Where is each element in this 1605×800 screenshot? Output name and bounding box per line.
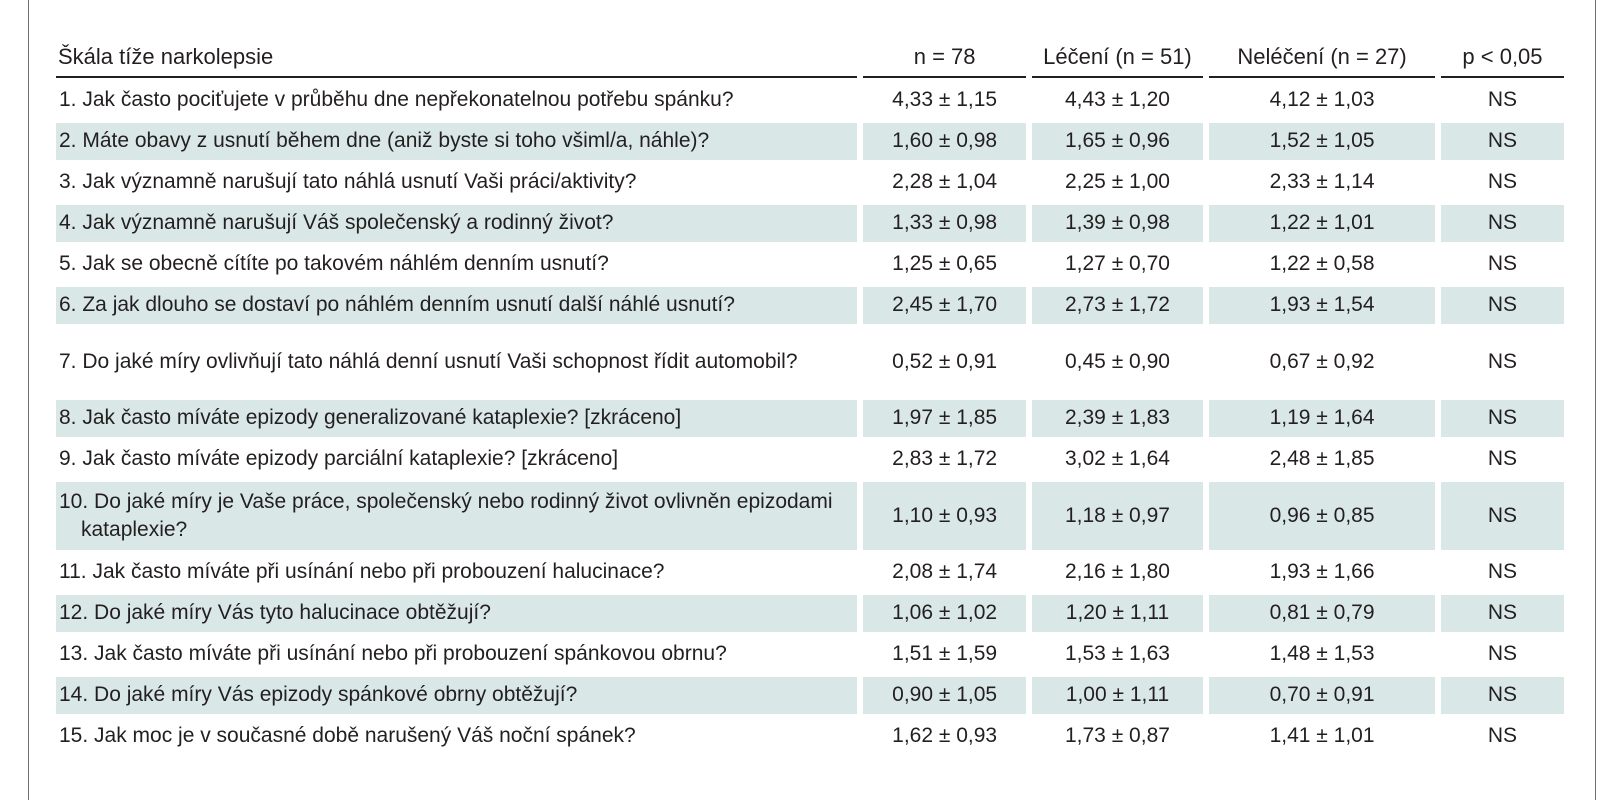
table-row (56, 482, 1564, 550)
treated-value-cell: 1,73 ± 0,87 (1064, 724, 1170, 748)
p-value-cell: NS (1441, 287, 1564, 324)
question-text: 7. Do jaké míry ovlivňují tato náhlá denní usnutí Vaši schopnost řídit automobil? (59, 349, 798, 373)
question-text: 15. Jak moc je v současné době narušený Váš noční spánek? (59, 724, 636, 748)
question-cell (56, 328, 857, 396)
treated-value-cell: 1,00 ± 1,11 (1032, 677, 1203, 714)
untreated-value-cell: 1,52 ± 1,05 (1209, 123, 1435, 160)
question-cell (56, 718, 857, 755)
question-text: 4. Jak významně narušují Váš společenský a rodinný život? (59, 211, 614, 235)
table-row (56, 554, 1564, 591)
table-body (56, 82, 1564, 755)
untreated-value-cell: 4,12 ± 1,03 (1269, 88, 1375, 112)
total-value-cell: 1,62 ± 0,93 (892, 724, 998, 748)
treated-value-cell: 3,02 ± 1,64 (1064, 447, 1170, 471)
table-row (56, 246, 1564, 283)
question-cell (56, 123, 857, 160)
untreated-value-cell: 2,48 ± 1,85 (1269, 447, 1375, 471)
narcolepsy-severity-table (50, 26, 1570, 759)
table-row (56, 328, 1564, 396)
total-value-cell: 4,33 ± 1,15 (892, 88, 998, 112)
question-text: 6. Za jak dlouho se dostaví po náhlém denním usnutí další náhlé usnutí? (59, 293, 735, 317)
question-cell (56, 441, 857, 478)
question-text: 1. Jak často pociťujete v průběhu dne nepřekonatelnou potřebu spánku? (59, 88, 734, 112)
untreated-value-cell: 1,48 ± 1,53 (1269, 642, 1375, 666)
p-value-cell: NS (1487, 560, 1518, 584)
question-text: 9. Jak často míváte epizody parciální kataplexie? [zkráceno] (59, 447, 619, 471)
total-value-cell: 1,51 ± 1,59 (892, 642, 998, 666)
treated-value-cell: 1,65 ± 0,96 (1032, 123, 1203, 160)
treated-value-cell: 4,43 ± 1,20 (1064, 88, 1170, 112)
header-scale: Škála tíže narkolepsie (56, 30, 857, 78)
treated-value-cell: 2,39 ± 1,83 (1032, 400, 1203, 437)
p-value-cell: NS (1487, 170, 1518, 194)
table-row (56, 123, 1564, 160)
treated-value-cell: 0,45 ± 0,90 (1064, 349, 1170, 373)
table-row (56, 400, 1564, 437)
table-row (56, 595, 1564, 632)
question-cell (56, 164, 857, 201)
untreated-value-cell: 1,93 ± 1,66 (1269, 560, 1375, 584)
question-text: 13. Jak často míváte při usínání nebo při probouzení spánkovou obrnu? (59, 642, 727, 666)
p-value-cell: NS (1487, 724, 1518, 748)
untreated-value-cell: 1,93 ± 1,54 (1209, 287, 1435, 324)
question-cell (56, 677, 857, 714)
untreated-value-cell: 0,70 ± 0,91 (1209, 677, 1435, 714)
total-value-cell: 2,28 ± 1,04 (892, 170, 998, 194)
total-value-cell: 0,52 ± 0,91 (892, 349, 998, 373)
table-row (56, 82, 1564, 119)
treated-value-cell: 2,73 ± 1,72 (1032, 287, 1203, 324)
untreated-value-cell: 1,19 ± 1,64 (1209, 400, 1435, 437)
untreated-value-cell: 1,22 ± 1,01 (1209, 205, 1435, 242)
treated-value-cell: 1,20 ± 1,11 (1032, 595, 1203, 632)
p-value-cell: NS (1487, 642, 1518, 666)
header-treated: Léčení (n = 51) (1032, 30, 1203, 78)
p-value-cell: NS (1441, 400, 1564, 437)
question-cell (56, 554, 857, 591)
p-value-cell: NS (1487, 447, 1518, 471)
table-row (56, 164, 1564, 201)
untreated-value-cell: 2,33 ± 1,14 (1269, 170, 1375, 194)
header-p-value: p < 0,05 (1441, 30, 1564, 78)
total-value-cell: 1,25 ± 0,65 (892, 252, 998, 276)
untreated-value-cell: 0,96 ± 0,85 (1209, 482, 1435, 550)
treated-value-cell: 1,53 ± 1,63 (1064, 642, 1170, 666)
p-value-cell: NS (1487, 88, 1518, 112)
header-total-n: n = 78 (863, 30, 1025, 78)
question-cell (56, 287, 857, 324)
total-value-cell: 1,97 ± 1,85 (863, 400, 1025, 437)
untreated-value-cell: 0,67 ± 0,92 (1269, 349, 1375, 373)
treated-value-cell: 2,25 ± 1,00 (1064, 170, 1170, 194)
untreated-value-cell: 1,22 ± 0,58 (1269, 252, 1375, 276)
question-cell (56, 595, 857, 632)
total-value-cell: 2,08 ± 1,74 (892, 560, 998, 584)
p-value-cell: NS (1487, 349, 1518, 373)
question-cell (56, 400, 857, 437)
question-text: 12. Do jaké míry Vás tyto halucinace obtěžují? (59, 601, 491, 625)
question-text: 14. Do jaké míry Vás epizody spánkové obrny obtěžují? (59, 683, 578, 707)
question-cell (56, 246, 857, 283)
treated-value-cell: 1,39 ± 0,98 (1032, 205, 1203, 242)
p-value-cell: NS (1441, 205, 1564, 242)
p-value-cell: NS (1441, 123, 1564, 160)
total-value-cell: 2,45 ± 1,70 (863, 287, 1025, 324)
question-text: 3. Jak významně narušují tato náhlá usnutí Vaši práci/aktivity? (59, 170, 637, 194)
treated-value-cell: 1,18 ± 0,97 (1032, 482, 1203, 550)
treated-value-cell: 1,27 ± 0,70 (1064, 252, 1170, 276)
table-row (56, 718, 1564, 755)
total-value-cell: 1,06 ± 1,02 (863, 595, 1025, 632)
table-row (56, 441, 1564, 478)
p-value-cell: NS (1441, 595, 1564, 632)
table-row (56, 287, 1564, 324)
total-value-cell: 1,10 ± 0,93 (863, 482, 1025, 550)
total-value-cell: 1,33 ± 0,98 (863, 205, 1025, 242)
untreated-value-cell: 1,41 ± 1,01 (1269, 724, 1375, 748)
question-cell (56, 205, 857, 242)
table-row (56, 677, 1564, 714)
header-row (56, 30, 1564, 78)
question-text: 11. Jak často míváte při usínání nebo při probouzení halucinace? (59, 560, 665, 584)
p-value-cell: NS (1441, 677, 1564, 714)
header-untreated: Neléčení (n = 27) (1209, 30, 1435, 78)
table-row (56, 205, 1564, 242)
question-cell (56, 636, 857, 673)
p-value-cell: NS (1487, 252, 1518, 276)
question-cell (56, 82, 857, 119)
total-value-cell: 1,60 ± 0,98 (863, 123, 1025, 160)
question-text: 2. Máte obavy z usnutí během dne (aniž byste si toho všiml/a, náhle)? (59, 129, 710, 153)
question-text: 10. Do jaké míry je Vaše práce, společenský nebo rodinný život ovlivněn epizodami kataplexie? (59, 489, 833, 541)
table-row (56, 636, 1564, 673)
total-value-cell: 2,83 ± 1,72 (892, 447, 998, 471)
question-cell (56, 482, 857, 550)
question-text: 8. Jak často míváte epizody generalizované kataplexie? [zkráceno] (59, 406, 682, 430)
untreated-value-cell: 0,81 ± 0,79 (1209, 595, 1435, 632)
total-value-cell: 0,90 ± 1,05 (863, 677, 1025, 714)
p-value-cell: NS (1441, 482, 1564, 550)
treated-value-cell: 2,16 ± 1,80 (1064, 560, 1170, 584)
question-text: 5. Jak se obecně cítíte po takovém náhlém denním usnutí? (59, 252, 609, 276)
